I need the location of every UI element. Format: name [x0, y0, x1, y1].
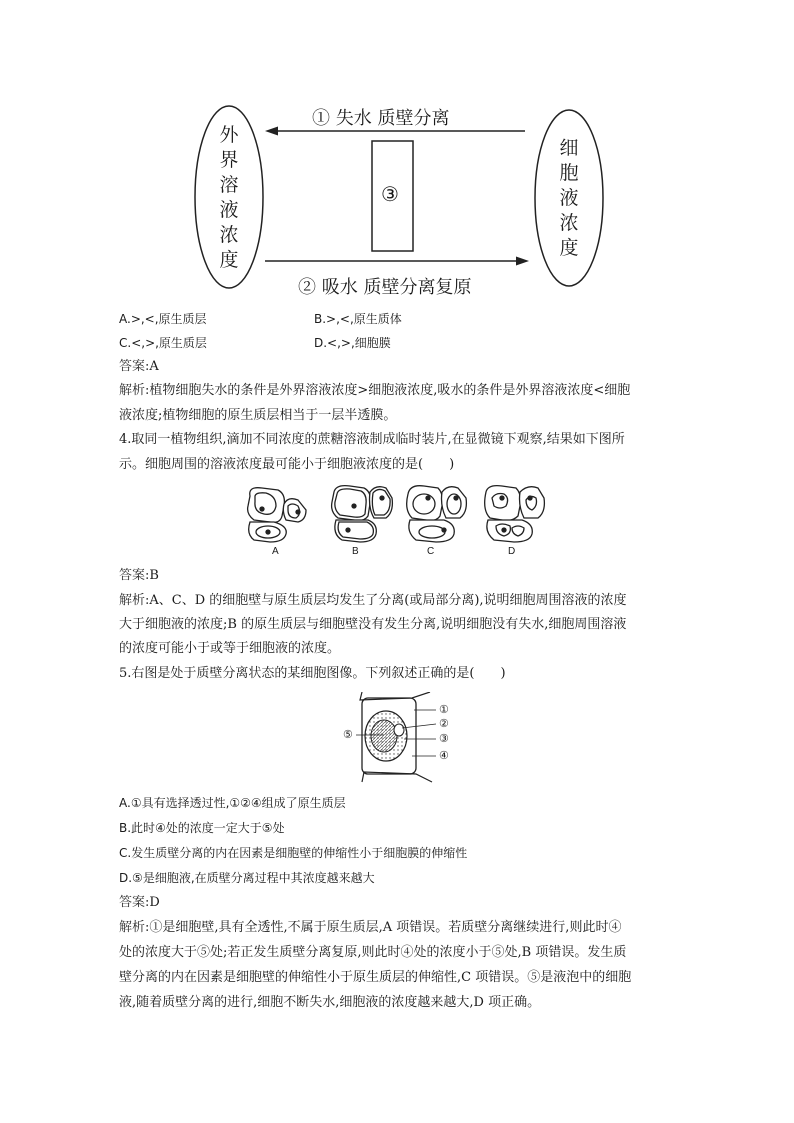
nucleus-b1 [352, 504, 356, 508]
nucleus-b3 [346, 528, 350, 532]
q5-analysis-line-3: 壁分离的内在因素是细胞壁的伸缩性小于原生质层的伸缩性,C 项错误。⑤是液泡中的细胞 [119, 970, 632, 985]
protoplast-d1 [492, 494, 508, 509]
bottom-arrow-head [516, 257, 529, 266]
arrow-bottom-label: ② 吸水 质壁分离复原 [298, 277, 472, 298]
nucleus [394, 724, 404, 736]
cell-sap-label: 细 胞 液 浓 度 [559, 137, 579, 259]
q4-analysis-line-1: 解析:A、C、D 的细胞壁与原生质层均发生了分离(或局部分离),说明细胞周围溶液的浓度 [119, 593, 627, 608]
q3-answer: 答案:A [119, 359, 159, 374]
q4-label-d: D [508, 546, 516, 557]
q5-label-2: ② [439, 717, 449, 730]
center-mark: ③ [381, 182, 399, 206]
cell-group-b [332, 486, 393, 542]
top-arrow-head [265, 127, 278, 136]
q4-answer: 答案:B [119, 568, 159, 583]
q5-label-4: ④ [439, 749, 449, 762]
nucleus-a3 [266, 530, 270, 534]
protoplast-b1 [335, 489, 366, 517]
nucleus-b2 [380, 496, 384, 500]
q5-analysis-line-2: 处的浓度大于⑤处;若正发生质壁分离复原,则此时④处的浓度小于⑤处,B 项错误。发生质 [119, 945, 627, 960]
q5-stem: 5.右图是处于质壁分离状态的某细胞图像。下列叙述正确的是( ) [119, 666, 506, 681]
nucleus-c2 [454, 496, 458, 500]
q3-option-c: C.<,>,原生质层 [119, 336, 207, 350]
nucleus-a1 [260, 507, 264, 511]
q4-label-c: C [427, 546, 435, 557]
q4-label-a: A [272, 546, 279, 557]
nucleus-a2 [296, 510, 300, 514]
outer-solution-label: 外 界 溶 液 浓 度 [219, 124, 239, 271]
q4-stem-line-2: 示。细胞周围的溶液浓度最可能小于细胞液浓度的是( ) [119, 457, 455, 472]
protoplast-c1 [413, 494, 435, 514]
cell-group-a [248, 488, 306, 542]
q5-answer: 答案:D [119, 895, 160, 910]
q5-option-d: D.⑤是细胞液,在质壁分离过程中其浓度越来越大 [119, 871, 375, 885]
q5-label-3: ③ [439, 732, 449, 745]
nucleus-d2 [528, 496, 532, 500]
q5-label-5: ⑤ [343, 728, 353, 741]
protoplast-c3 [419, 526, 445, 538]
osmosis-diagram-shapes [0, 0, 794, 300]
q4-analysis-line-3: 的浓度可能小于或等于细胞液的浓度。 [119, 641, 341, 656]
q5-cell-figure [340, 692, 470, 784]
q4-analysis-line-2: 大于细胞液的浓度;B 的原生质层与细胞壁没有发生分离,说明细胞没有失水,细胞周围溶液 [119, 617, 627, 632]
arrow-top-label: ① 失水 质壁分离 [312, 108, 450, 129]
nucleus-d3 [502, 528, 506, 532]
q5-option-c: C.发生质壁分离的内在因素是细胞壁的伸缩性小于细胞膜的伸缩性 [119, 846, 468, 860]
q5-label-1: ① [439, 703, 449, 716]
q5-analysis-line-4: 液,随着质壁分离的进行,细胞不断失水,细胞液的浓度越来越大,D 项正确。 [119, 995, 541, 1010]
q5-analysis-line-1: 解析:①是细胞壁,具有全透性,不属于原生质层,A 项错误。若质壁分离继续进行,则此时④ [119, 920, 622, 935]
vacuole [371, 720, 397, 752]
q4-label-b: B [352, 546, 359, 557]
q3-option-d: D.<,>,细胞膜 [314, 336, 391, 350]
neighbor-cell-top-wall [360, 692, 430, 700]
q3-analysis-line-2: 液浓度;植物细胞的原生质层相当于一层半透膜。 [119, 408, 397, 423]
nucleus-c1 [426, 496, 430, 500]
cell-group-c [407, 486, 467, 542]
nucleus-d1 [500, 496, 504, 500]
q3-option-b: B.>,<,原生质体 [314, 312, 402, 326]
q4-cells-figure [240, 484, 560, 544]
q3-option-a: A.>,<,原生质层 [119, 312, 207, 326]
cell-group-d [485, 486, 545, 542]
protoplast-a1 [255, 493, 276, 515]
q5-option-a: A.①具有选择透过性,①②④组成了原生质层 [119, 796, 346, 810]
q5-option-b: B.此时④处的浓度一定大于⑤处 [119, 821, 285, 835]
q3-analysis-line-1: 解析:植物细胞失水的条件是外界溶液浓度>细胞液浓度,吸水的条件是外界溶液浓度<细胞 [119, 383, 631, 398]
nucleus-c3 [442, 528, 446, 532]
q4-stem-line-1: 4.取同一植物组织,滴加不同浓度的蔗糖溶液制成临时装片,在显微镜下观察,结果如下图所 [119, 432, 625, 447]
protoplast-b3 [338, 522, 373, 539]
leader-2 [402, 724, 436, 728]
